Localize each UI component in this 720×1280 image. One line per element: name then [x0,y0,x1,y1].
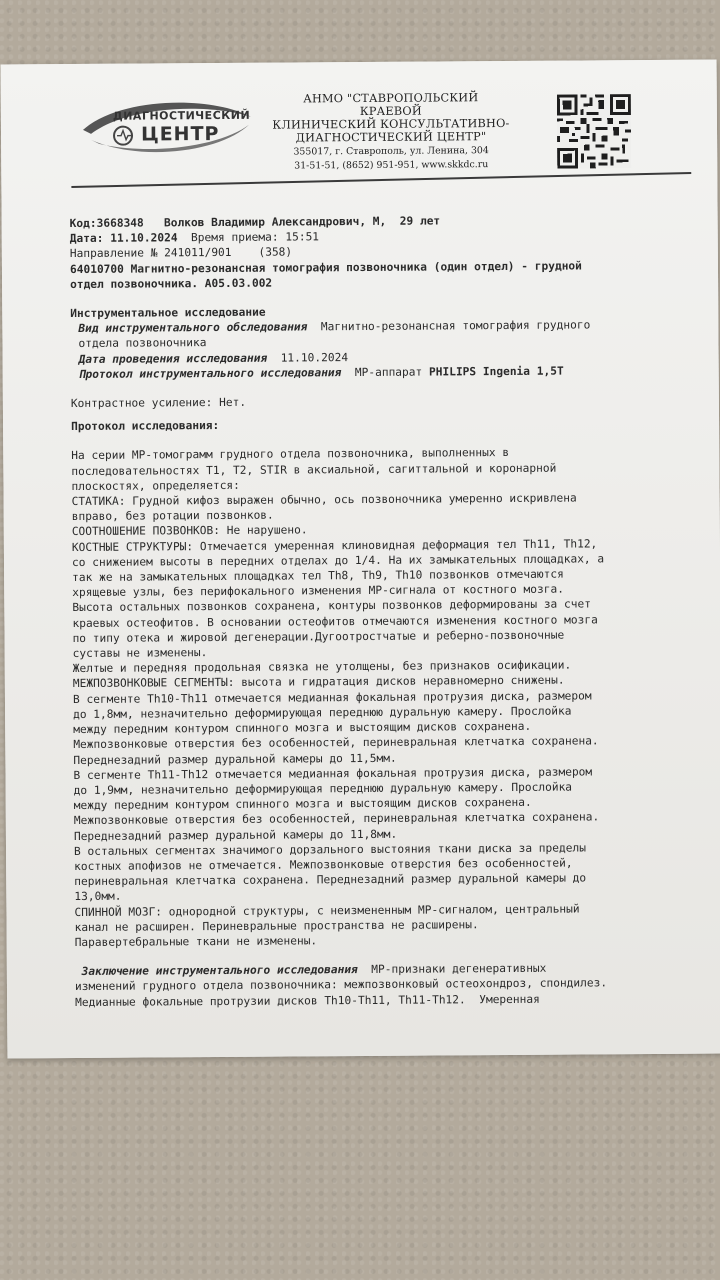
date-label: Дата: [69,232,104,246]
qr-code-icon [557,94,632,169]
body-line: хрящевые узлы, без перифокального изменения МР-сигнала от костного мозга. [72,582,564,600]
logo-text-top: ДИАГНОСТИЧЕСКИЙ [112,108,251,123]
body-line: со снижением высоты в передних отделах до 1/4. На их замыкательных площадках, а [71,552,605,569]
service-code: 64010700 [69,262,124,276]
body-line: Межпозвонковые отверстия без особенностей, периневральная клетчатка сохранена. [73,810,600,828]
protocol-title: Протокол исследования: [71,419,220,434]
study-type-value-2: отдела позвоночника [78,336,207,351]
service-line-2: отдел позвоночника. A05.03.002 [70,276,273,291]
protocol-label: Протокол инструментального исследования [78,365,342,381]
body-line: Переднезадний размер дуральной камеры до 11,8мм. [73,827,398,843]
body-line: так же на замыкательных площадках тел Th8, Th9, Th10 позвонков отмечаются [72,567,564,585]
conclusion-text: МР-признаки дегенеративных [371,961,547,977]
body-line: до 1,8мм, незначительно деформирующая переднюю дуральную камеру. Прослойка [73,704,572,721]
document-page [1,60,720,1059]
clinic-logo [79,99,255,156]
body-line: Переднезадний размер дуральной камеры до 11,5мм. [73,751,397,767]
study-date-value: 11.10.2024 [280,350,349,365]
conclusion-line: изменений грудного отдела позвоночника: межпозвонковый остеохондроз, спондилез. [74,976,608,994]
body-line: КОСТНЫЕ СТРУКТУРЫ: Отмечается умеренная клиновидная деформация тел Th11, Th12, [71,537,598,554]
code-label: Код: [69,216,97,231]
conclusion-label: Заключение инструментального исследования [81,963,358,979]
org-phone: 31-51-51, (8652) 951-951, www.skkdc.ru [294,159,489,172]
org-name-line: ДИАГНОСТИЧЕСКИЙ ЦЕНТР" [295,130,487,145]
body-line: На серии МР-томограмм грудного отдела позвоночника, выполненных в [71,446,510,463]
body-line: В сегменте Th10-Th11 отмечается медианная фокальная протрузия диска, размером [72,689,592,706]
visit-time: 15:51 [285,230,320,244]
body-line: плоскостях, определяется: [71,478,240,493]
org-name-line: АНМО "СТАВРОПОЛЬСКИЙ КРАЕВОЙ [303,91,479,119]
section-title: Инструментальное исследование [70,305,266,321]
conclusion-line: Медианные фокальные протрузии дисков Th10-Th11, Th11-Th12. Умеренная [75,992,540,1009]
patient-code: 3668348 [96,216,144,230]
report-body [71,444,714,950]
patient-name: Волков Владимир Александрович, М, [163,214,387,230]
body-line: МЕЖПОЗВОНКОВЫЕ СЕГМЕНТЫ: высота и гидратация дисков неравномерно снижены. [72,674,565,691]
body-line: В остальных сегментах значимого дорзального выстояния ткани диска за пределы [73,841,586,858]
service-name: Магнитно-резонансная томография позвоночника (один отдел) - грудной [130,259,582,276]
body-line: Высота остальных позвонков сохранена, контуры позвонков деформированы за счет [72,597,592,615]
body-line: по типу отека и жировой дегенерации.Дугоотростчатые и реберно-позвоночные [72,628,565,645]
protocol-prefix: МР-аппарат [354,365,423,379]
body-line: СООТНОШЕНИЕ ПОЗВОНКОВ: Не нарушено. [71,523,308,539]
body-line: до 1,9мм, незначительно деформирующая переднюю дуральную камеру. Прослойка [73,780,573,797]
organization-block [271,91,512,173]
study-date-label: Дата проведения исследования [78,351,268,366]
body-line: СПИННОЙ МОЗГ: однородной структуры, с неизмененным МР-сигналом, центральный [74,902,580,919]
body-line: СТАТИКА: Грудной кифоз выражен обычно, ось позвоночника умеренно искривлена [71,491,577,509]
time-label: Время приема: [190,230,279,245]
body-line: Желтые и передняя продольная связка не утолщены, без признаков осификации. [72,658,572,676]
body-line: краевых остеофитов. В основании остеофитов отмечаются изменения костного мозга [72,613,598,630]
referral-line: Направление № 241011/901 (358) [69,245,293,261]
body-line: между передним контуром спинного мозга и выстоящим дисков сохранена. [73,795,532,813]
body-line: суставы не изменены. [72,646,208,661]
body-line: между передним контуром спинного мозга и выстоящим дисков сохранена. [73,719,532,737]
report-content [70,212,716,1010]
body-line: 13,0мм. [74,890,122,904]
conclusion-block [75,960,715,1010]
header-divider [71,172,691,188]
body-line: В сегменте Th11-Th12 отмечается медианная фокальная протрузия диска, размером [73,765,593,782]
body-line: канал не расширен. Периневральные пространства не расширены. [74,917,479,934]
study-type-value: Магнитно-резонансная томография грудного [320,318,591,334]
body-line: последовательностях T1, T2, STIR в аксиальной, сагиттальной и коронарной [71,461,557,478]
body-line: Паравертебральные ткани не изменены. [74,934,318,949]
patient-age: 29 лет [399,214,441,228]
contrast-line: Контрастное усиление: Нет. [70,395,247,411]
body-line: вправо, без ротации позвонков. [71,508,274,524]
body-line: периневральная клетчатка сохранена. Переднезадний размер дуральной камеры до [74,871,587,889]
protocol-device: PHILIPS Ingenia 1,5T [428,364,564,379]
body-line: костных апофизов не отмечается. Межпозвонковые отверстия без особенностей, [74,856,573,873]
logo-text-bottom: ЦЕНТР [140,122,220,146]
visit-date: 11.10.2024 [110,231,178,245]
org-name-line: КЛИНИЧЕСКИЙ КОНСУЛЬТАТИВНО- [272,116,510,132]
body-line: Межпозвонковые отверстия без особенностей, периневральная клетчатка сохранена. [73,734,599,752]
study-type-label: Вид инструментального обследования [78,320,308,336]
org-address: 355017, г. Ставрополь, ул. Ленина, 304 [293,145,489,158]
